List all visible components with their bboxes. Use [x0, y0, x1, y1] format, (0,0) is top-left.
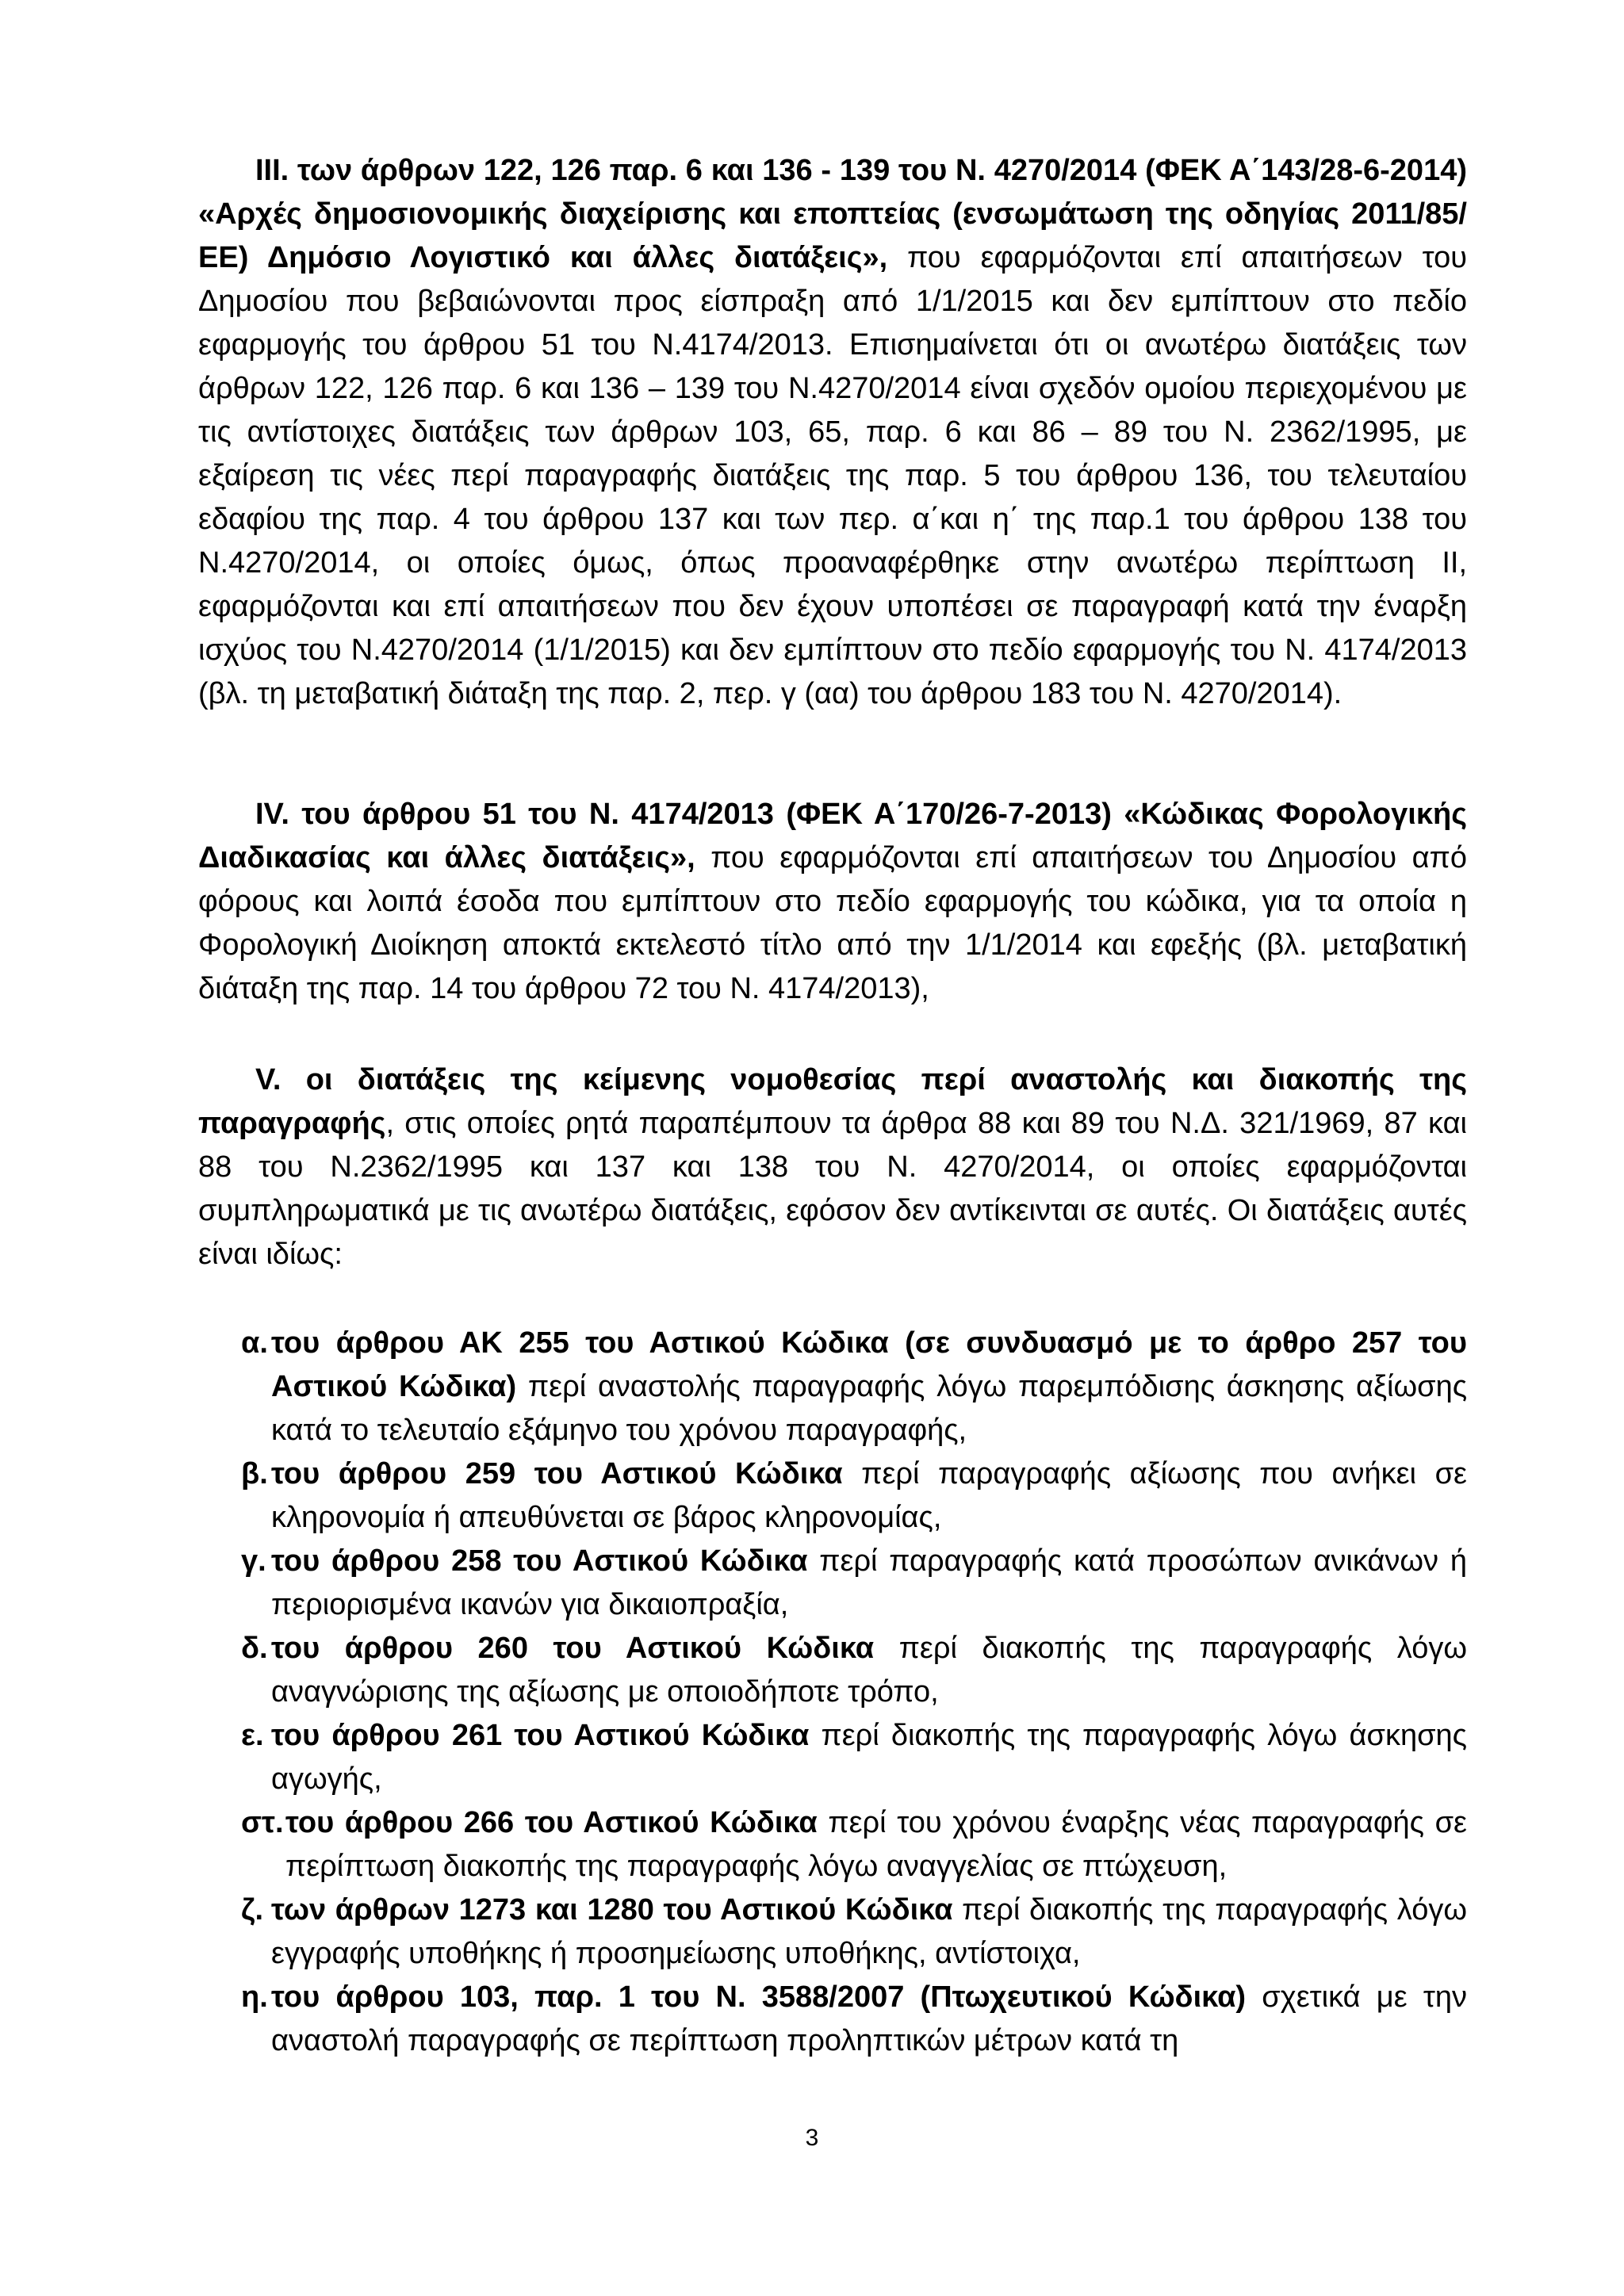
list-item-heading: του άρθρου 266 του Αστικού Κώδικα — [285, 1806, 818, 1839]
list-item-heading: των άρθρων 1273 και 1280 του Αστικού Κώδικα — [271, 1893, 953, 1927]
provisions-list — [241, 1322, 1467, 2063]
list-item-text: σχετικά με την αναστολή παραγραφής σε περίπτωση προληπτικών μέτρων κατά τη — [271, 1980, 1467, 2057]
list-item-text: περί διακοπής της παραγραφής λόγω εγγραφής υποθήκης ή προσημείωσης υποθήκης, αντίστοιχα, — [271, 1893, 1467, 1970]
list-item-label: α. — [241, 1326, 268, 1360]
list-item-label: δ. — [241, 1632, 268, 1665]
list-item-heading: του άρθρου 258 του Αστικού Κώδικα — [271, 1544, 808, 1578]
list-item — [241, 1888, 1467, 1976]
list-item — [241, 1452, 1467, 1540]
list-item-heading: του άρθρου 261 του Αστικού Κώδικα — [271, 1719, 810, 1752]
list-item — [241, 1801, 1467, 1888]
list-item-heading: του άρθρου 103, παρ. 1 του Ν. 3588/2007 (Πτωχευτικού Κώδικα) — [271, 1980, 1247, 2014]
paragraph-iii-text: που εφαρμόζονται επί απαιτήσεων του Δημοσίου που βεβαιώνονται προς είσπραξη από 1/1/2015 και δεν εμπίπτουν στο πεδίο εφαρμογής του άρθρου 51 του Ν.4174/2013. Επισημαίνεται ότι οι ανωτέρω διατάξεις των άρθρων 122, 126 παρ. 6 και 136 – 139 του Ν.4270/2014 είναι σχεδόν ομοίου περιεχομένου με τις αντίστοιχες διατάξεις των άρθρων 103, 65, παρ. 6 και 86 – 89 του Ν. 2362/1995, με εξαίρεση τις νέες περί παραγραφής διατάξεις της παρ. 5 του άρθρου 136, του τελευταίου εδαφίου της παρ. 4 του άρθρου 137 και των περ. α΄και η΄ της παρ.1 του άρθρου 138 του Ν.4270/2014, οι οποίες όμως, όπως προαναφέρθηκε στην ανωτέρω περίπτωση ΙΙ, εφαρμόζονται και επί απαιτήσεων που δεν έχουν υποπέσει σε παραγραφή κατά την έναρξη ισχύος του Ν.4270/2014 (1/1/2015) και δεν εμπίπτουν στο πεδίο εφαρμογής του Ν. 4174/2013 (βλ. τη μεταβατική διάταξη της παρ. 2, περ. γ (αα) του άρθρου 183 του Ν. 4270/2014). — [198, 241, 1468, 710]
list-item-label: ε. — [241, 1719, 264, 1752]
list-item-label: η. — [241, 1980, 268, 2014]
list-item-label: ζ. — [241, 1893, 264, 1927]
list-item — [241, 1627, 1467, 1714]
list-item-text: περί αναστολής παραγραφής λόγω παρεμπόδισης άσκησης αξίωσης κατά το τελευταίο εξάμηνο του χρόνου παραγραφής, — [271, 1370, 1468, 1447]
paragraph-iv-heading: IV. του άρθρου 51 του Ν. 4174/2013 (ΦΕΚ Α΄170/26-7-2013) «Κώδικας Φορολογικής Διαδικασίας και άλλες διατάξεις», — [198, 798, 1467, 874]
list-item-label: στ. — [241, 1806, 284, 1839]
list-item-text: περί διακοπής της παραγραφής λόγω αναγνώρισης της αξίωσης με οποιοδήποτε τρόπο, — [271, 1632, 1467, 1709]
list-item — [241, 1540, 1467, 1627]
list-item-text: περί του χρόνου έναρξης νέας παραγραφής σε περίπτωση διακοπής της παραγραφής λόγω αναγγελίας σε πτώχευση, — [285, 1806, 1467, 1883]
list-item-label: β. — [241, 1457, 268, 1490]
list-item-text: περί διακοπής της παραγραφής λόγω άσκησης αγωγής, — [271, 1719, 1467, 1796]
paragraph-iv-text: που εφαρμόζονται επί απαιτήσεων του Δημοσίου από φόρους και λοιπά έσοδα που εμπίπτουν στο πεδίο εφαρμογής του κώδικα, για τα οποία η Φορολογική Διοίκηση αποκτά εκτελεστό τίτλο από την 1/1/2014 και εφεξής (βλ. μεταβατική διάταξη της παρ. 14 του άρθρου 72 του Ν. 4174/2013), — [198, 841, 1467, 1005]
list-item-heading: του άρθρου ΑΚ 255 του Αστικού Κώδικα (σε συνδυασμό με το άρθρο 257 του Αστικού Κώδικα) — [271, 1326, 1467, 1403]
paragraph-iv — [198, 793, 1467, 1011]
list-item — [241, 1976, 1467, 2063]
list-item-text: περί παραγραφής αξίωσης που ανήκει σε κληρονομία ή απευθύνεται σε βάρος κληρονομίας, — [271, 1457, 1467, 1534]
list-item-heading: του άρθρου 260 του Αστικού Κώδικα — [271, 1632, 875, 1665]
paragraph-iii — [198, 149, 1467, 716]
list-item-label: γ. — [241, 1544, 266, 1578]
paragraph-v-text: , στις οποίες ρητά παραπέμπουν τα άρθρα 88 και 89 του Ν.Δ. 321/1969, 87 και 88 του Ν.2362/1995 και 137 και 138 του Ν. 4270/2014, οι οποίες εφαρμόζονται συμπληρωματικά με τις ανωτέρω διατάξεις, εφόσον δεν αντίκεινται σε αυτές. Οι διατάξεις αυτές είναι ιδίως: — [198, 1107, 1467, 1271]
list-item-text: περί παραγραφής κατά προσώπων ανικάνων ή περιορισμένα ικανών για δικαιοπραξία, — [271, 1544, 1467, 1621]
list-item — [241, 1322, 1467, 1452]
paragraph-iii-heading: III. των άρθρων 122, 126 παρ. 6 και 136 - 139 του Ν. 4270/2014 (ΦΕΚ Α΄143/28-6-2014) «Αρχές δημοσιονομικής διαχείρισης και εποπτείας (ενσωμάτωση της οδηγίας 2011/85/ΕΕ) Δημόσιο Λογιστικό και άλλες διατάξεις», — [198, 154, 1467, 274]
paragraph-v — [198, 1058, 1467, 1276]
list-item — [241, 1714, 1467, 1801]
page-number: 3 — [805, 2125, 819, 2151]
list-item-heading: του άρθρου 259 του Αστικού Κώδικα — [271, 1457, 843, 1490]
paragraph-v-heading: V. οι διατάξεις της κείμενης νομοθεσίας περί αναστολής και διακοπής της παραγραφής — [198, 1063, 1467, 1140]
